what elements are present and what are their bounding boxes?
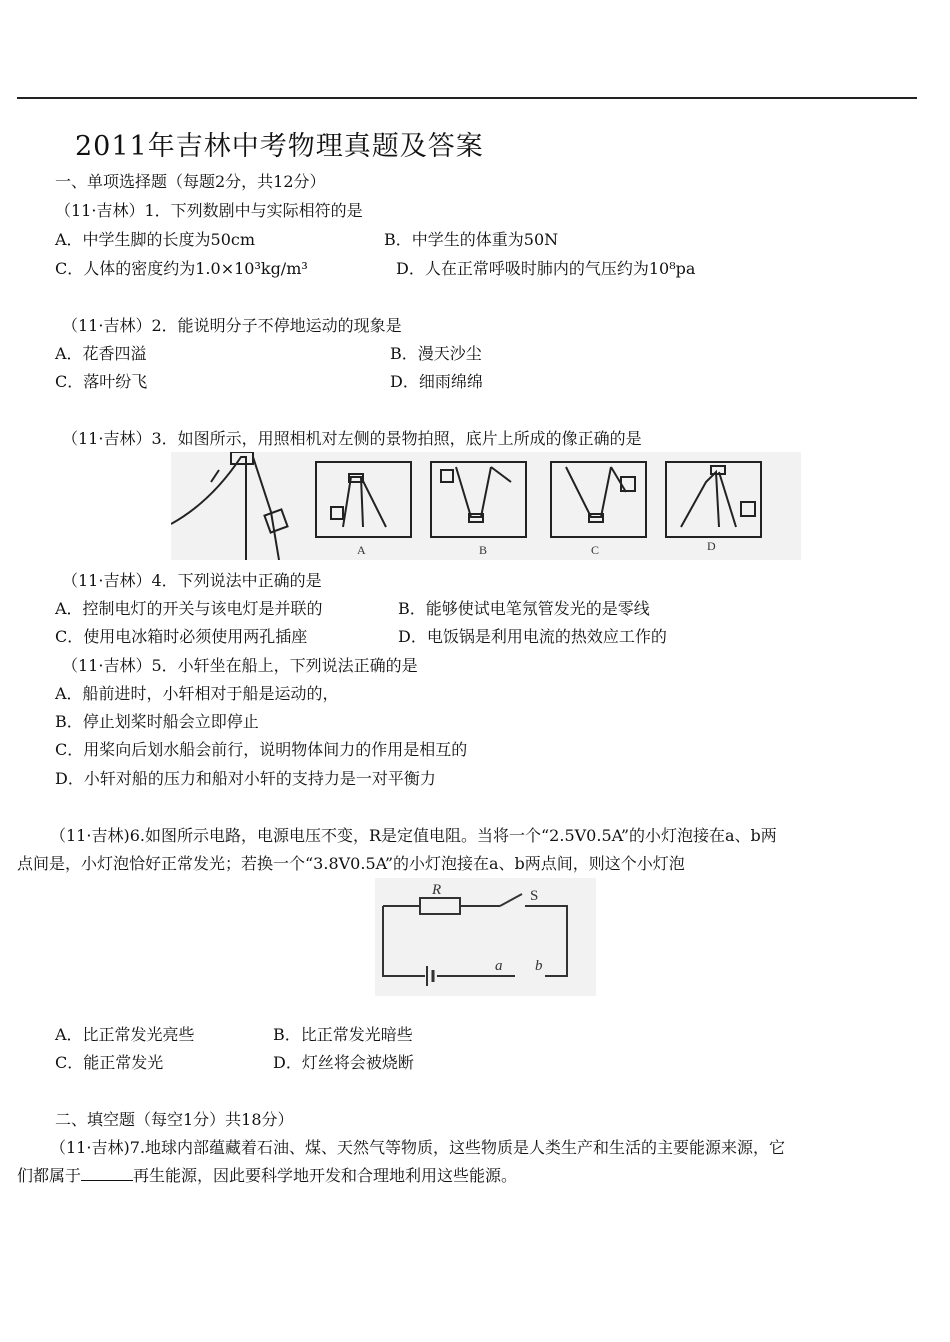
q7-answer-blank[interactable] bbox=[81, 1166, 133, 1181]
q6-circuit-figure bbox=[375, 878, 596, 996]
q6-option-a: A．比正常发光亮些 bbox=[55, 1025, 195, 1044]
q5-option-d: D．小轩对船的压力和船对小轩的支持力是一对平衡力 bbox=[55, 769, 436, 788]
q1-stem: （11·吉林）1．下列数剧中与实际相符的是 bbox=[55, 201, 363, 220]
q7-line2-post: 再生能源，因此要科学地开发和合理地利用这些能源。 bbox=[133, 1166, 518, 1185]
fig-label-a: A bbox=[357, 543, 366, 557]
section2-heading: 二、填空题（每空1分）共18分） bbox=[55, 1110, 294, 1129]
q4-option-c: C．使用电冰箱时必须使用两孔插座 bbox=[55, 627, 308, 646]
q2-option-a: A．花香四溢 bbox=[55, 344, 147, 363]
q7-line2 bbox=[17, 1165, 517, 1187]
q7-line2-pre: 们都属于 bbox=[17, 1166, 82, 1185]
q4-stem: （11·吉林）4．下列说法中正确的是 bbox=[62, 571, 322, 590]
q1-option-b: B．中学生的体重为50N bbox=[384, 230, 559, 249]
fig-label-c: C bbox=[591, 543, 600, 557]
page-title: 2011年吉林中考物理真题及答案 bbox=[75, 131, 484, 162]
q6-option-c: C．能正常发光 bbox=[55, 1053, 164, 1072]
q5-option-a: A．船前进时，小轩相对于船是运动的， bbox=[55, 684, 339, 703]
q4-option-a: A．控制电灯的开关与该电灯是并联的 bbox=[55, 599, 323, 618]
q6-stem-line1: （11·吉林)6.如图所示电路，电源电压不变，R是定值电阻。当将一个“2.5V0.5A”的小灯泡接在a、b两 bbox=[50, 826, 777, 845]
q4-option-b: B．能够使试电笔氖管发光的是零线 bbox=[398, 599, 650, 618]
fig-label-b: B bbox=[479, 543, 488, 557]
scene-hill bbox=[171, 457, 246, 560]
q2-option-d: D．细雨绵绵 bbox=[390, 372, 483, 391]
section1-heading: 一、单项选择题（每题2分，共12分） bbox=[55, 172, 326, 191]
q4-option-d: D．电饭锅是利用电流的热效应工作的 bbox=[398, 627, 667, 646]
header-rule bbox=[17, 97, 917, 99]
fig-label-d: D bbox=[707, 539, 716, 553]
q5-stem: （11·吉林）5．小轩坐在船上，下列说法正确的是 bbox=[62, 656, 418, 675]
label-b: b bbox=[535, 958, 543, 974]
q1-option-a: A．中学生脚的长度为50cm bbox=[55, 230, 256, 249]
wire-right bbox=[525, 906, 567, 976]
label-a: a bbox=[495, 958, 503, 974]
wire-left bbox=[383, 906, 425, 976]
q2-option-b: B．漫天沙尘 bbox=[390, 344, 482, 363]
option-b-box bbox=[431, 462, 526, 537]
q1-option-d: D．人在正常呼吸时肺内的气压约为10⁸pa bbox=[396, 259, 696, 278]
q5-option-c: C．用桨向后划水船会前行，说明物体间力的作用是相互的 bbox=[55, 740, 468, 759]
label-r: R bbox=[432, 882, 442, 898]
q6-stem-line2: 点间是，小灯泡恰好正常发光；若换一个“3.8V0.5A”的小灯泡接在a、b两点间，则这个小灯泡 bbox=[17, 854, 685, 873]
q6-option-d: D．灯丝将会被烧断 bbox=[273, 1053, 414, 1072]
resistor bbox=[420, 898, 460, 914]
q7-line1: （11·吉林)7.地球内部蕴藏着石油、煤、天然气等物质，这些物质是人类生产和生活的主要能源来源，它 bbox=[50, 1138, 785, 1157]
switch bbox=[500, 894, 522, 906]
q6-option-b: B．比正常发光暗些 bbox=[273, 1025, 413, 1044]
q1-option-c: C．人体的密度约为1.0×10³kg/m³ bbox=[55, 259, 308, 278]
q2-stem: （11·吉林）2．能说明分子不停地运动的现象是 bbox=[62, 316, 402, 335]
q2-option-c: C．落叶纷飞 bbox=[55, 372, 148, 391]
q5-option-b: B．停止划桨时船会立即停止 bbox=[55, 712, 259, 731]
q3-stem: （11·吉林）3．如图所示，用照相机对左侧的景物拍照，底片上所成的像正确的是 bbox=[62, 429, 642, 448]
option-c-box bbox=[551, 462, 646, 537]
q3-camera-figure bbox=[171, 452, 801, 560]
label-s: S bbox=[530, 888, 539, 904]
